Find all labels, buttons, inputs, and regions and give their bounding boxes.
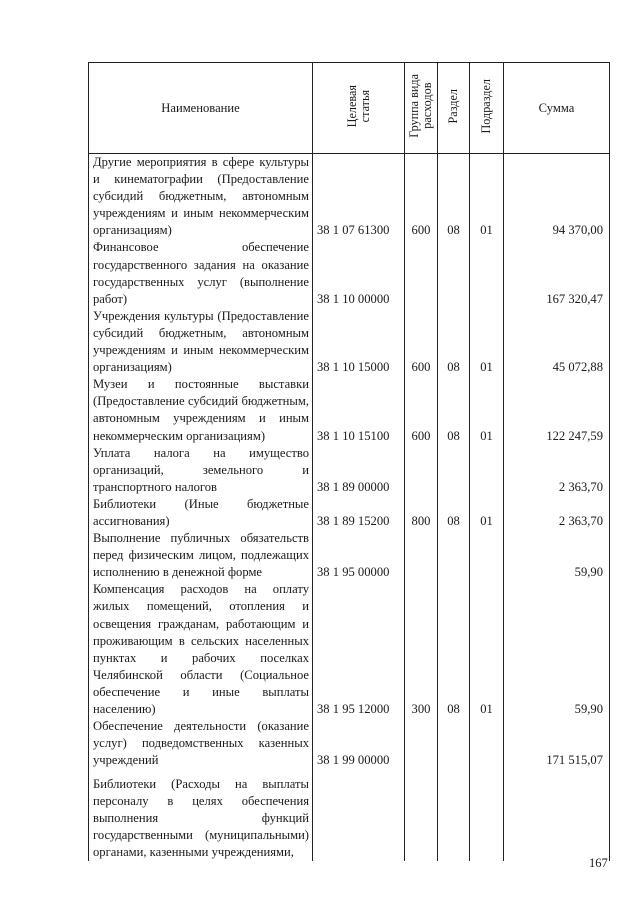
- cell-subsection: [470, 769, 504, 861]
- cell-name: Компенсация расходов на оплату жилых помещений, отопления и освещения гражданам, работающим и проживающим в сельских населенных пунктах и рабочих поселках Челябинской области (Социальное обеспечение и иные выплаты населению): [89, 581, 313, 718]
- cell-target-article: 38 1 89 15200: [313, 496, 405, 530]
- cell-subsection: 01: [470, 376, 504, 444]
- cell-subsection: 01: [470, 581, 504, 718]
- cell-subsection: [470, 530, 504, 581]
- cell-sum: 94 370,00: [504, 154, 610, 240]
- cell-expense-group: 600: [405, 154, 438, 240]
- cell-sum: 45 072,88: [504, 308, 610, 376]
- cell-section: 08: [438, 154, 470, 240]
- cell-sum: 171 515,07: [504, 718, 610, 769]
- table-row: [89, 308, 610, 376]
- table-row: [89, 445, 610, 496]
- cell-expense-group: [405, 445, 438, 496]
- cell-section: [438, 445, 470, 496]
- cell-expense-group: 600: [405, 376, 438, 444]
- cell-subsection: [470, 718, 504, 769]
- budget-table: [88, 62, 610, 861]
- cell-subsection: 01: [470, 308, 504, 376]
- table-row: [89, 718, 610, 769]
- cell-sum: 2 363,70: [504, 445, 610, 496]
- cell-sum: 59,90: [504, 581, 610, 718]
- cell-section: [438, 718, 470, 769]
- cell-name: Учреждения культуры (Предоставление субсидий бюджетным, автономным учреждениям и иным некоммерческим организациям): [89, 308, 313, 376]
- table-header-row: [89, 63, 610, 154]
- cell-expense-group: [405, 530, 438, 581]
- header-section: Раздел: [438, 63, 470, 154]
- cell-name: Обеспечение деятельности (оказание услуг) подведомственных казенных учреждений: [89, 718, 313, 769]
- header-subsection: Подраздел: [470, 63, 504, 154]
- cell-sum: 122 247,59: [504, 376, 610, 444]
- cell-section: 08: [438, 308, 470, 376]
- cell-subsection: [470, 445, 504, 496]
- cell-target-article: 38 1 95 00000: [313, 530, 405, 581]
- table-row: [89, 376, 610, 444]
- cell-name: Библиотеки (Иные бюджетные ассигнования): [89, 496, 313, 530]
- table-row: [89, 154, 610, 240]
- cell-target-article: 38 1 10 15000: [313, 308, 405, 376]
- table-row: [89, 581, 610, 718]
- cell-expense-group: 300: [405, 581, 438, 718]
- cell-name: Финансовое обеспечение государственного задания на оказание государственных услуг (выполнение работ): [89, 239, 313, 307]
- cell-sum: 59,90: [504, 530, 610, 581]
- header-sum: Сумма: [504, 63, 610, 154]
- cell-target-article: 38 1 99 00000: [313, 718, 405, 769]
- cell-target-article: 38 1 10 15100: [313, 376, 405, 444]
- cell-name: Уплата налога на имущество организаций, земельного и транспортного налогов: [89, 445, 313, 496]
- cell-name: Другие мероприятия в сфере культуры и кинематографии (Предоставление субсидий бюджетным, автономным учреждениям и иным некоммерческим организациям): [89, 154, 313, 240]
- table-row: [89, 239, 610, 307]
- cell-expense-group: [405, 718, 438, 769]
- header-expense-group: Группа вида расходов: [405, 63, 438, 154]
- cell-name: Выполнение публичных обязательств перед физическим лицом, подлежащих исполнению в денежной форме: [89, 530, 313, 581]
- cell-subsection: [470, 239, 504, 307]
- cell-target-article: 38 1 07 61300: [313, 154, 405, 240]
- header-name: Наименование: [89, 63, 313, 154]
- cell-section: 08: [438, 581, 470, 718]
- cell-target-article: 38 1 95 12000: [313, 581, 405, 718]
- header-target-article: Целевая статья: [313, 63, 405, 154]
- cell-name: Библиотеки (Расходы на выплаты персоналу в целях обеспечения выполнения функций государственными (муниципальными) органами, казенными учреждениями,: [89, 769, 313, 861]
- cell-section: 08: [438, 496, 470, 530]
- cell-target-article: 38 1 89 00000: [313, 445, 405, 496]
- cell-expense-group: [405, 769, 438, 861]
- cell-target-article: 38 1 10 00000: [313, 239, 405, 307]
- cell-section: 08: [438, 376, 470, 444]
- cell-name: Музеи и постоянные выставки (Предоставление субсидий бюджетным, автономным учреждениям и иным некоммерческим организациям): [89, 376, 313, 444]
- cell-sum: 167 320,47: [504, 239, 610, 307]
- cell-subsection: 01: [470, 496, 504, 530]
- cell-section: [438, 769, 470, 861]
- cell-section: [438, 530, 470, 581]
- cell-expense-group: [405, 239, 438, 307]
- cell-section: [438, 239, 470, 307]
- table-row: [89, 530, 610, 581]
- cell-target-article: [313, 769, 405, 861]
- cell-expense-group: 800: [405, 496, 438, 530]
- cell-sum: 2 363,70: [504, 496, 610, 530]
- cell-expense-group: 600: [405, 308, 438, 376]
- table-row: [89, 769, 610, 861]
- cell-subsection: 01: [470, 154, 504, 240]
- table-row: [89, 496, 610, 530]
- cell-sum: [504, 769, 610, 861]
- page-number: 167: [589, 856, 608, 870]
